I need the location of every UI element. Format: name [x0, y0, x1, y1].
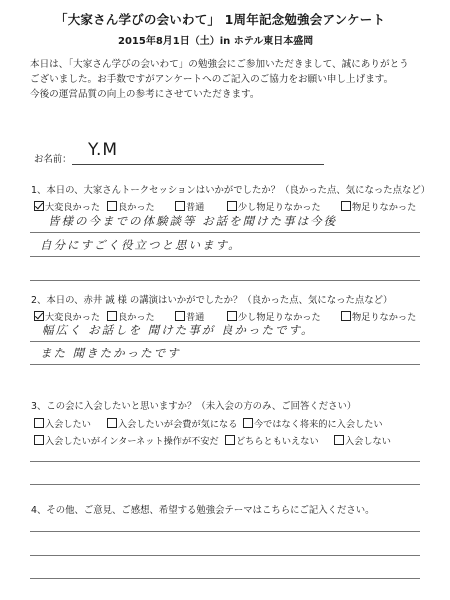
option-label: 入会しない — [345, 436, 391, 447]
q1-handwritten-answer-1: 皆様の今までの体験談等 お話を聞けた事は今後 — [48, 214, 338, 228]
option-label: 少し物足りなかった — [238, 202, 321, 213]
checkbox[interactable] — [175, 311, 185, 321]
checkbox-checked[interactable] — [34, 311, 44, 321]
q3-option-join-later[interactable] — [243, 416, 383, 430]
checkbox[interactable] — [175, 201, 185, 211]
q4-answer-line-1 — [30, 531, 420, 532]
checkbox[interactable] — [341, 201, 351, 211]
option-label: 物足りなかった — [352, 312, 417, 323]
option-label: 入会したい — [45, 419, 91, 430]
checkbox-checked[interactable] — [34, 201, 44, 211]
option-label: どちらともいえない — [236, 436, 319, 447]
option-label: 物足りなかった — [352, 202, 417, 213]
q1-option-very-good[interactable] — [34, 199, 100, 213]
q3-option-join-internet-concern[interactable] — [34, 433, 219, 447]
q2-handwritten-answer-2: また 聞きたかったです — [40, 346, 181, 360]
checkbox[interactable] — [107, 418, 117, 428]
q1-handwritten-answer-2: 自分にすごく役立つと思います。 — [40, 238, 242, 252]
q1-option-good[interactable] — [107, 199, 155, 213]
q2-option-normal[interactable] — [175, 309, 204, 323]
q2-option-slightly-lacking[interactable] — [227, 309, 321, 323]
q3-answer-line-2 — [30, 484, 420, 485]
option-label: 今ではなく将来的に入会したい — [254, 419, 383, 430]
q2-question: 2、本日の、赤井 誠 様 の講演はいかがでしたか？（良かった点、気になった点など） — [31, 295, 393, 306]
name-underline — [72, 164, 324, 165]
q2-option-lacking[interactable] — [341, 309, 416, 323]
option-label: 普通 — [186, 202, 205, 213]
checkbox[interactable] — [227, 311, 237, 321]
q1-answer-line-2 — [30, 256, 420, 257]
option-label: 良かった — [118, 312, 155, 323]
q1-answer-line-3 — [30, 280, 420, 281]
q3-answer-line-1 — [30, 461, 420, 462]
q3-question: 3、この会に入会したいと思いますか？（未入会の方のみ、ご回答ください） — [31, 401, 357, 412]
option-label: 大変良かった — [45, 312, 101, 323]
q3-option-not-join[interactable] — [334, 433, 391, 447]
option-label: 少し物足りなかった — [238, 312, 321, 323]
q1-option-lacking[interactable] — [341, 199, 416, 213]
option-label: 良かった — [118, 202, 155, 213]
checkbox[interactable] — [341, 311, 351, 321]
option-label: 入会したいがインターネット操作が不安だ — [45, 436, 219, 447]
checkbox[interactable] — [243, 418, 253, 428]
checkbox[interactable] — [107, 201, 117, 211]
option-label: 大変良かった — [45, 202, 101, 213]
checkbox[interactable] — [34, 435, 44, 445]
q2-option-good[interactable] — [107, 309, 155, 323]
q1-question: 1、本日の、大家さんトークセッションはいかがでしたか？（良かった点、気になった点など） — [31, 185, 431, 196]
option-label: 普通 — [186, 312, 205, 323]
q1-option-slightly-lacking[interactable] — [227, 199, 321, 213]
name-label: お名前： — [34, 154, 72, 165]
checkbox[interactable] — [34, 418, 44, 428]
checkbox[interactable] — [107, 311, 117, 321]
option-label: 入会したいが会費が気になる — [118, 419, 238, 430]
checkbox[interactable] — [334, 435, 344, 445]
q2-answer-line-1 — [30, 341, 420, 342]
checkbox[interactable] — [227, 201, 237, 211]
q3-option-undecided[interactable] — [225, 433, 319, 447]
q3-option-join[interactable] — [34, 416, 91, 430]
intro-line-3: 今後の運営品質の向上の参考にさせていただきます。 — [30, 89, 260, 100]
intro-line-2: ございました。お手数ですがアンケートへのご記入のご協力をお願い申し上げます。 — [30, 74, 394, 85]
q2-handwritten-answer-1: 幅広く お話しを 聞けた事が 良かったです。 — [42, 323, 315, 337]
intro-line-1: 本日は、「大家さん学びの会いわて」の勉強会にご参加いただきまして、誠にありがとう — [30, 59, 409, 70]
q4-question: 4、その他、ご意見、ご感想、希望する勉強会テーマはこちらにご記入ください。 — [31, 505, 375, 516]
q4-answer-line-3 — [30, 578, 420, 579]
q1-answer-line-1 — [30, 232, 420, 233]
event-date-venue: 2015年8月1日（土）in ホテル東日本盛岡 — [118, 36, 314, 47]
name-handwritten: Y.M — [88, 140, 119, 160]
q3-option-join-fee-concern[interactable] — [107, 416, 237, 430]
q4-answer-line-2 — [30, 555, 420, 556]
checkbox[interactable] — [225, 435, 235, 445]
q1-option-normal[interactable] — [175, 199, 204, 213]
survey-title: 「大家さん学びの会いわて」 1周年記念勉強会アンケート — [55, 12, 386, 27]
q2-option-very-good[interactable] — [34, 309, 100, 323]
q2-answer-line-2 — [30, 364, 420, 365]
